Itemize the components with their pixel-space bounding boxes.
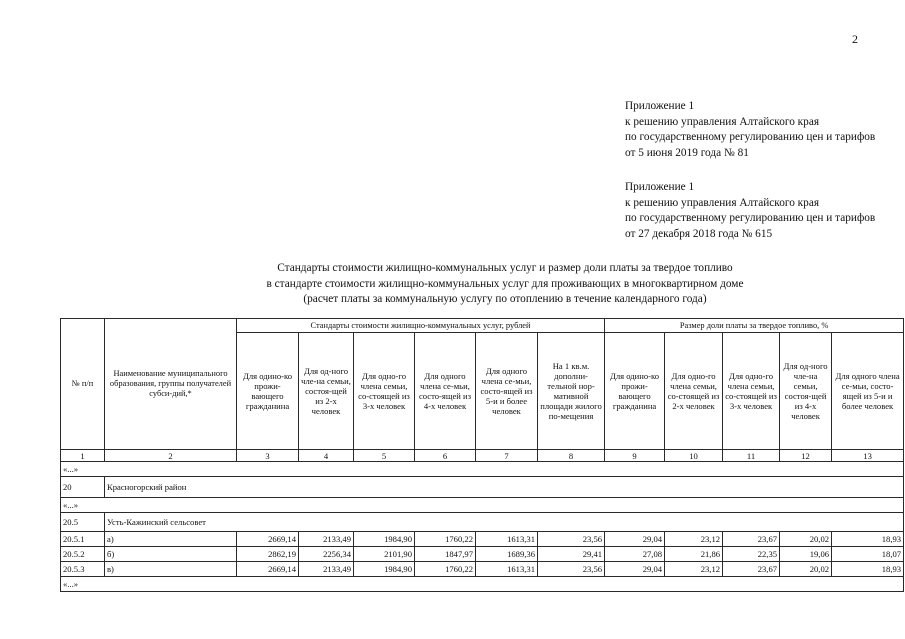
value-cell: 23,56	[538, 532, 605, 547]
appendix-line: от 27 декабря 2018 года № 615	[625, 227, 773, 240]
value-cell: 2133,49	[299, 532, 354, 547]
value-cell: 1847,97	[415, 547, 476, 562]
district-name: Красногорский район	[105, 477, 904, 498]
header-cell: Для од-ного чле-на семьи, состоя-щей из 2-х человек	[299, 333, 354, 450]
header-cell: Для одного члена се-мьи, состо-ящей из 5-и и более человек	[476, 333, 538, 450]
header-cell: Для одно-го члена семьи, со-стоящей из 3-х человек	[354, 333, 415, 450]
row-code: 20.5.1	[61, 532, 105, 547]
value-cell: 20,02	[780, 532, 832, 547]
column-number: 3	[237, 450, 299, 462]
standards-table	[60, 318, 904, 592]
document-title	[180, 261, 830, 308]
value-cell: 1613,31	[476, 532, 538, 547]
omission-mark: «...»	[61, 577, 904, 592]
appendix-line: к решению управления Алтайского края	[625, 115, 820, 128]
value-cell: 2256,34	[299, 547, 354, 562]
column-number: 8	[538, 450, 605, 462]
value-cell: 1984,90	[354, 562, 415, 577]
value-cell: 1689,36	[476, 547, 538, 562]
value-cell: 2669,14	[237, 562, 299, 577]
table-row	[61, 547, 904, 562]
value-cell: 29,04	[605, 532, 665, 547]
row-group: б)	[105, 547, 237, 562]
column-number: 4	[299, 450, 354, 462]
appendix-previous	[625, 180, 875, 242]
column-number: 10	[665, 450, 723, 462]
header-cell: № п/п	[61, 319, 105, 450]
column-number: 7	[476, 450, 538, 462]
column-number: 5	[354, 450, 415, 462]
column-number: 6	[415, 450, 476, 462]
appendix-line: от 5 июня 2019 года № 81	[625, 146, 749, 159]
column-number: 11	[723, 450, 780, 462]
omission-mark: «...»	[61, 498, 904, 513]
value-cell: 23,67	[723, 532, 780, 547]
column-number: 13	[832, 450, 904, 462]
column-number: 9	[605, 450, 665, 462]
omission-row	[61, 462, 904, 477]
value-cell: 1984,90	[354, 532, 415, 547]
header-cell: Для од-ного чле-на семьи, состоя-щей из 4-х человек	[780, 333, 832, 450]
omission-mark: «...»	[61, 462, 904, 477]
row-group: в)	[105, 562, 237, 577]
value-cell: 23,67	[723, 562, 780, 577]
row-code: 20.5.3	[61, 562, 105, 577]
header-cell: Для одино-ко прожи-вающего гражданина	[605, 333, 665, 450]
title-line: в стандарте стоимости жилищно-коммунальных услуг для проживающих в многоквартирном доме	[266, 277, 744, 290]
appendix-current	[625, 99, 875, 161]
value-cell: 1760,22	[415, 532, 476, 547]
appendix-line: к решению управления Алтайского края	[625, 196, 820, 209]
value-cell: 22,35	[723, 547, 780, 562]
value-cell: 23,12	[665, 562, 723, 577]
value-cell: 18,93	[832, 532, 904, 547]
title-line: (расчет платы за коммунальную услугу по отоплению в течение календарного года)	[303, 293, 707, 306]
value-cell: 18,07	[832, 547, 904, 562]
value-cell: 23,12	[665, 532, 723, 547]
value-cell: 27,08	[605, 547, 665, 562]
value-cell: 2133,49	[299, 562, 354, 577]
group-header-share: Размер доли платы за твердое топливо, %	[605, 319, 904, 333]
value-cell: 1613,31	[476, 562, 538, 577]
header-cell: Наименование муниципального образования, группы получателей субси-дий,*	[105, 319, 237, 450]
council-row	[61, 513, 904, 532]
district-row	[61, 477, 904, 498]
value-cell: 20,02	[780, 562, 832, 577]
value-cell: 1760,22	[415, 562, 476, 577]
council-name: Усть-Кажинский сельсовет	[105, 513, 904, 532]
omission-row	[61, 498, 904, 513]
header-cell: Для одно-го члена семьи, со-стоящей из 2-х человек	[665, 333, 723, 450]
header-cell: Для одно-го члена семьи, со-стоящей из 3-х человек	[723, 333, 780, 450]
header-cell: Для одного члена се-мьи, состо-ящей из 4-х человек	[415, 333, 476, 450]
header-cell: Для одино-ко прожи-вающего гражданина	[237, 333, 299, 450]
group-header-standards: Стандарты стоимости жилищно-коммунальных услуг, рублей	[237, 319, 605, 333]
value-cell: 21,86	[665, 547, 723, 562]
omission-row	[61, 577, 904, 592]
value-cell: 2101,90	[354, 547, 415, 562]
column-number-row	[61, 450, 904, 462]
table-row	[61, 562, 904, 577]
header-cell: Для одного члена се-мьи, состо-ящей из 5-и и более человек	[832, 333, 904, 450]
column-number: 1	[61, 450, 105, 462]
column-number: 12	[780, 450, 832, 462]
value-cell: 19,06	[780, 547, 832, 562]
value-cell: 2862,19	[237, 547, 299, 562]
header-cell: На 1 кв.м. дополни-тельной нор-мативной площади жилого по-мещения	[538, 333, 605, 450]
appendix-line: по государственному регулированию цен и тарифов	[625, 212, 876, 225]
value-cell: 2669,14	[237, 532, 299, 547]
title-line: Стандарты стоимости жилищно-коммунальных услуг и размер доли платы за твердое топливо	[277, 262, 733, 274]
row-code: 20.5.2	[61, 547, 105, 562]
value-cell: 18,93	[832, 562, 904, 577]
district-code: 20	[61, 477, 105, 498]
page-number: 2	[852, 32, 858, 46]
value-cell: 29,41	[538, 547, 605, 562]
group-header-row	[61, 319, 904, 333]
appendix-line: по государственному регулированию цен и тарифов	[625, 131, 876, 144]
table-row	[61, 532, 904, 547]
value-cell: 29,04	[605, 562, 665, 577]
row-group: а)	[105, 532, 237, 547]
appendix-line: Приложение 1	[625, 181, 695, 193]
column-number: 2	[105, 450, 237, 462]
council-code: 20.5	[61, 513, 105, 532]
appendix-line: Приложение 1	[625, 100, 695, 112]
value-cell: 23,56	[538, 562, 605, 577]
